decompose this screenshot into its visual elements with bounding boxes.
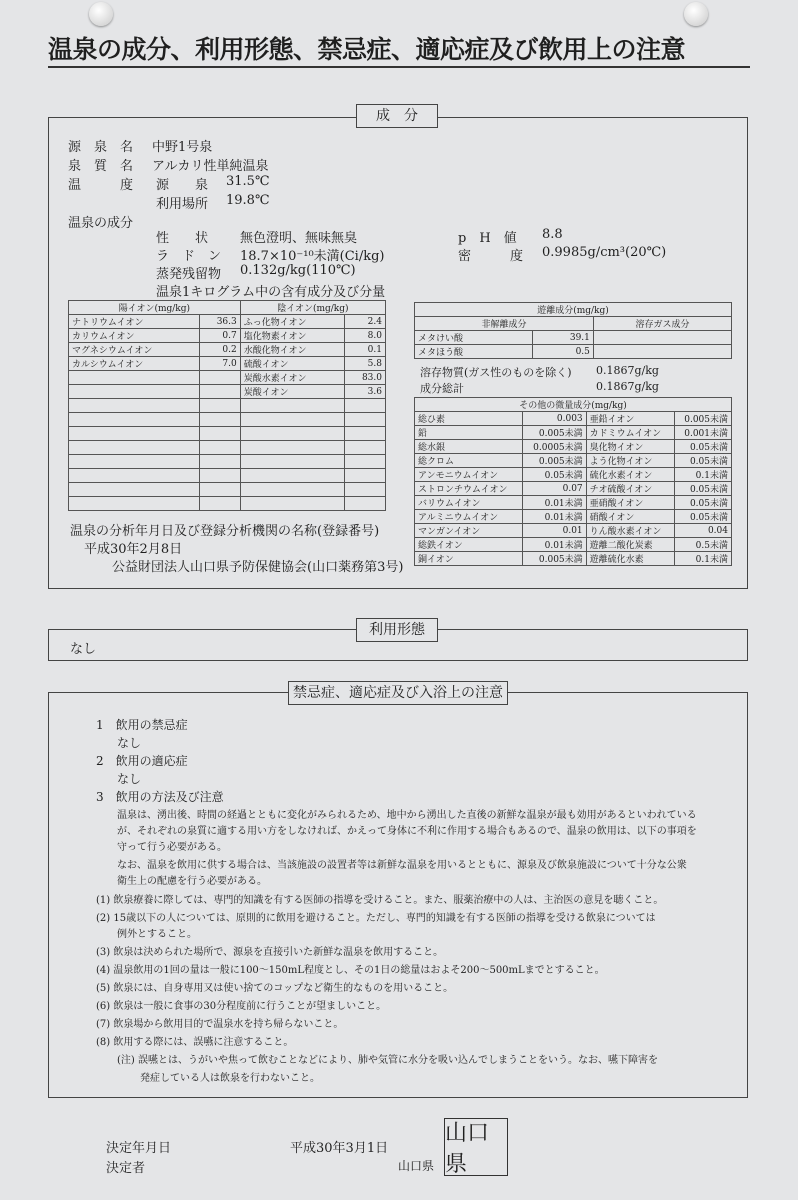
note-1-value: なし xyxy=(117,736,142,750)
nondissoc-header: 非解離成分 xyxy=(415,317,594,331)
para-1c: 守って行う必要がある。 xyxy=(117,842,227,853)
temp-label: 温 度 xyxy=(68,178,134,193)
components-heading: 温泉の成分 xyxy=(68,216,134,231)
residue: 0.132g/kg(110℃) xyxy=(240,263,356,278)
table-row: マグネシウムイオン 0.2 水酸化物イオン 0.1 xyxy=(69,343,386,357)
table-row: 総水銀 0.0005未満 臭化物イオン 0.05未満 xyxy=(415,440,732,454)
table-row: 総ひ素 0.003 亜鉛イオン 0.005未満 xyxy=(415,412,732,426)
nature: 無色澄明、無味無臭 xyxy=(240,231,358,246)
analysis-org: 公益財団法人山口県予防保健協会(山口薬務第3号) xyxy=(112,560,404,575)
source-name: 中野1号泉 xyxy=(152,140,213,155)
total-value: 0.1867g/kg xyxy=(596,380,659,393)
title-rule xyxy=(48,66,750,68)
item-2b: 例外とすること。 xyxy=(117,929,197,940)
table-row: 銅イオン 0.005未満 遊離硫化水素 0.1未満 xyxy=(415,552,732,566)
note-2: 2 飲用の適応症 xyxy=(96,754,188,768)
item-8: (8) 飲用する際には、誤嚥に注意すること。 xyxy=(96,1037,294,1048)
decision-date: 平成30年3月1日 xyxy=(290,1141,389,1156)
temp-source: 31.5℃ xyxy=(226,174,270,189)
table-row: 鉛 0.005未満 カドミウムイオン 0.001未満 xyxy=(415,426,732,440)
temp-use: 19.8℃ xyxy=(226,193,270,208)
composition-label: 成 分 xyxy=(356,104,438,128)
gas-header: 溶存ガス成分 xyxy=(593,317,731,331)
note-b: 発症している人は飲泉を行わないこと。 xyxy=(140,1073,320,1084)
nature-label: 性 状 xyxy=(156,231,209,246)
temp-use-label: 利用場所 xyxy=(156,197,209,212)
item-1: (1) 飲泉療養に際しては、専門的知識を有する医師の指導を受けること。また、服薬治療中の人は、主治医の意見を聴くこと。 xyxy=(96,895,664,906)
free-header: 遊離成分(mg/kg) xyxy=(415,303,732,317)
source-name-label: 源 泉 名 xyxy=(68,140,134,155)
item-5: (5) 飲泉には、自身専用又は使い捨てのコップなど衛生的なものを用いること。 xyxy=(96,983,454,994)
table-row: アルミニウムイオン 0.01未満 硝酸イオン 0.05未満 xyxy=(415,510,732,524)
density: 0.9985g/cm³(20℃) xyxy=(542,245,667,260)
para-1a: 温泉は、湧出後、時間の経過とともに変化がみられるため、地中から湧出した直後の新鮮な温泉が最も効用があるといわれている xyxy=(117,810,697,821)
official-seal: 山口県 xyxy=(444,1118,508,1176)
decider-label: 決定者 xyxy=(106,1161,146,1176)
table-row: ストロンチウムイオン 0.07 チオ硫酸イオン 0.05未満 xyxy=(415,482,732,496)
note-a: (注) 誤嚥とは、うがいや焦って飲むことなどにより、肺や気管に水分を吸い込んでしまうことをいう。なお、嚥下障害を xyxy=(117,1055,658,1066)
table-row: ナトリウムイオン 36.3 ふっ化物イオン 2.4 xyxy=(69,315,386,329)
item-3: (3) 飲泉は決められた場所で、源泉を直接引いた新鮮な温泉を飲用すること。 xyxy=(96,947,444,958)
pin-left xyxy=(89,2,113,26)
per-kg-label: 温泉1キログラム中の含有成分及び分量 xyxy=(156,285,386,300)
dissolved-value: 0.1867g/kg xyxy=(596,364,659,377)
ph-label: p H 値 xyxy=(458,231,517,246)
item-2a: (2) 15歳以下の人については、原則的に飲用を避けること。ただし、専門的知識を有する医師の指導を受ける飲泉については xyxy=(96,913,656,924)
dissolved-label: 溶存物質(ガス性のものを除く) xyxy=(420,366,572,379)
cation-header: 陽イオン(mg/kg) xyxy=(69,301,241,315)
table-row: 総鉄イオン 0.01未満 遊離二酸化炭素 0.5未満 xyxy=(415,538,732,552)
trace-header: その他の微量成分(mg/kg) xyxy=(415,398,732,412)
source-quality-label: 泉 質 名 xyxy=(68,159,134,174)
table-row: 炭酸イオン 3.6 xyxy=(69,385,386,399)
free-table xyxy=(414,302,732,359)
table-row: カリウムイオン 0.7 塩化物素イオン 8.0 xyxy=(69,329,386,343)
usage-label: 利用形態 xyxy=(356,618,438,642)
para-2a: なお、温泉を飲用に供する場合は、当該施設の設置者等は新鮮な温泉を用いるとともに、源泉及び飲泉施設について十分な公衆 xyxy=(117,860,687,871)
item-6: (6) 飲泉は一般に食事の30分程度前に行うことが望ましいこと。 xyxy=(96,1001,387,1012)
radon: 18.7×10⁻¹⁰未満(Ci/kg) xyxy=(240,249,385,264)
table-row: メタほう酸 0.5 xyxy=(415,345,732,359)
ph: 8.8 xyxy=(542,227,563,242)
table-row: 総クロム 0.005未満 よう化物イオン 0.05未満 xyxy=(415,454,732,468)
temp-source-label: 源 泉 xyxy=(156,178,209,193)
page-title: 温泉の成分、利用形態、禁忌症、適応症及び飲用上の注意 xyxy=(48,35,686,64)
table-row: カルシウムイオン 7.0 硫酸イオン 5.8 xyxy=(69,357,386,371)
usage-text: なし xyxy=(70,642,97,657)
density-label: 密 度 xyxy=(458,249,524,264)
table-row: 炭酸水素イオン 83.0 xyxy=(69,371,386,385)
analysis-date: 平成30年2月8日 xyxy=(84,542,183,557)
radon-label: ラ ド ン xyxy=(156,249,222,264)
source-quality: アルカリ性単純温泉 xyxy=(152,159,269,174)
analysis-label: 温泉の分析年月日及び登録分析機関の名称(登録番号) xyxy=(70,524,380,539)
para-1b: が、それぞれの泉質に適する用い方をしなければ、かえって身体に不利に作用する場合もあるので、温泉の飲用は、以下の事項を xyxy=(117,826,697,837)
table-row: アンモニウムイオン 0.05未満 硫化水素イオン 0.1未満 xyxy=(415,468,732,482)
note-2-value: なし xyxy=(117,772,142,786)
decision-date-label: 決定年月日 xyxy=(106,1141,172,1156)
item-7: (7) 飲泉場から飲用目的で温泉水を持ち帰らないこと。 xyxy=(96,1019,344,1030)
para-2b: 衛生上の配慮を行う必要がある。 xyxy=(117,876,267,887)
trace-table xyxy=(414,397,732,566)
table-row: マンガンイオン 0.01 りん酸水素イオン 0.04 xyxy=(415,524,732,538)
item-4: (4) 温泉飲用の1回の量は一般に100～150mL程度とし、その1日の総量はおよそ200～500mLまでとすること。 xyxy=(96,965,605,976)
note-1: 1 飲用の禁忌症 xyxy=(96,718,188,732)
total-label: 成分総計 xyxy=(420,382,464,395)
contra-label: 禁忌症、適応症及び入浴上の注意 xyxy=(288,681,508,705)
pin-right xyxy=(684,2,708,26)
ion-table xyxy=(68,300,386,511)
table-row: バリウムイオン 0.01未満 亜硝酸イオン 0.05未満 xyxy=(415,496,732,510)
table-row: メタけい酸 39.1 xyxy=(415,331,732,345)
residue-label: 蒸発残留物 xyxy=(156,267,222,282)
note-3: 3 飲用の方法及び注意 xyxy=(96,790,224,804)
decider: 山口県 xyxy=(398,1159,435,1173)
anion-header: 陰イオン(mg/kg) xyxy=(240,301,385,315)
